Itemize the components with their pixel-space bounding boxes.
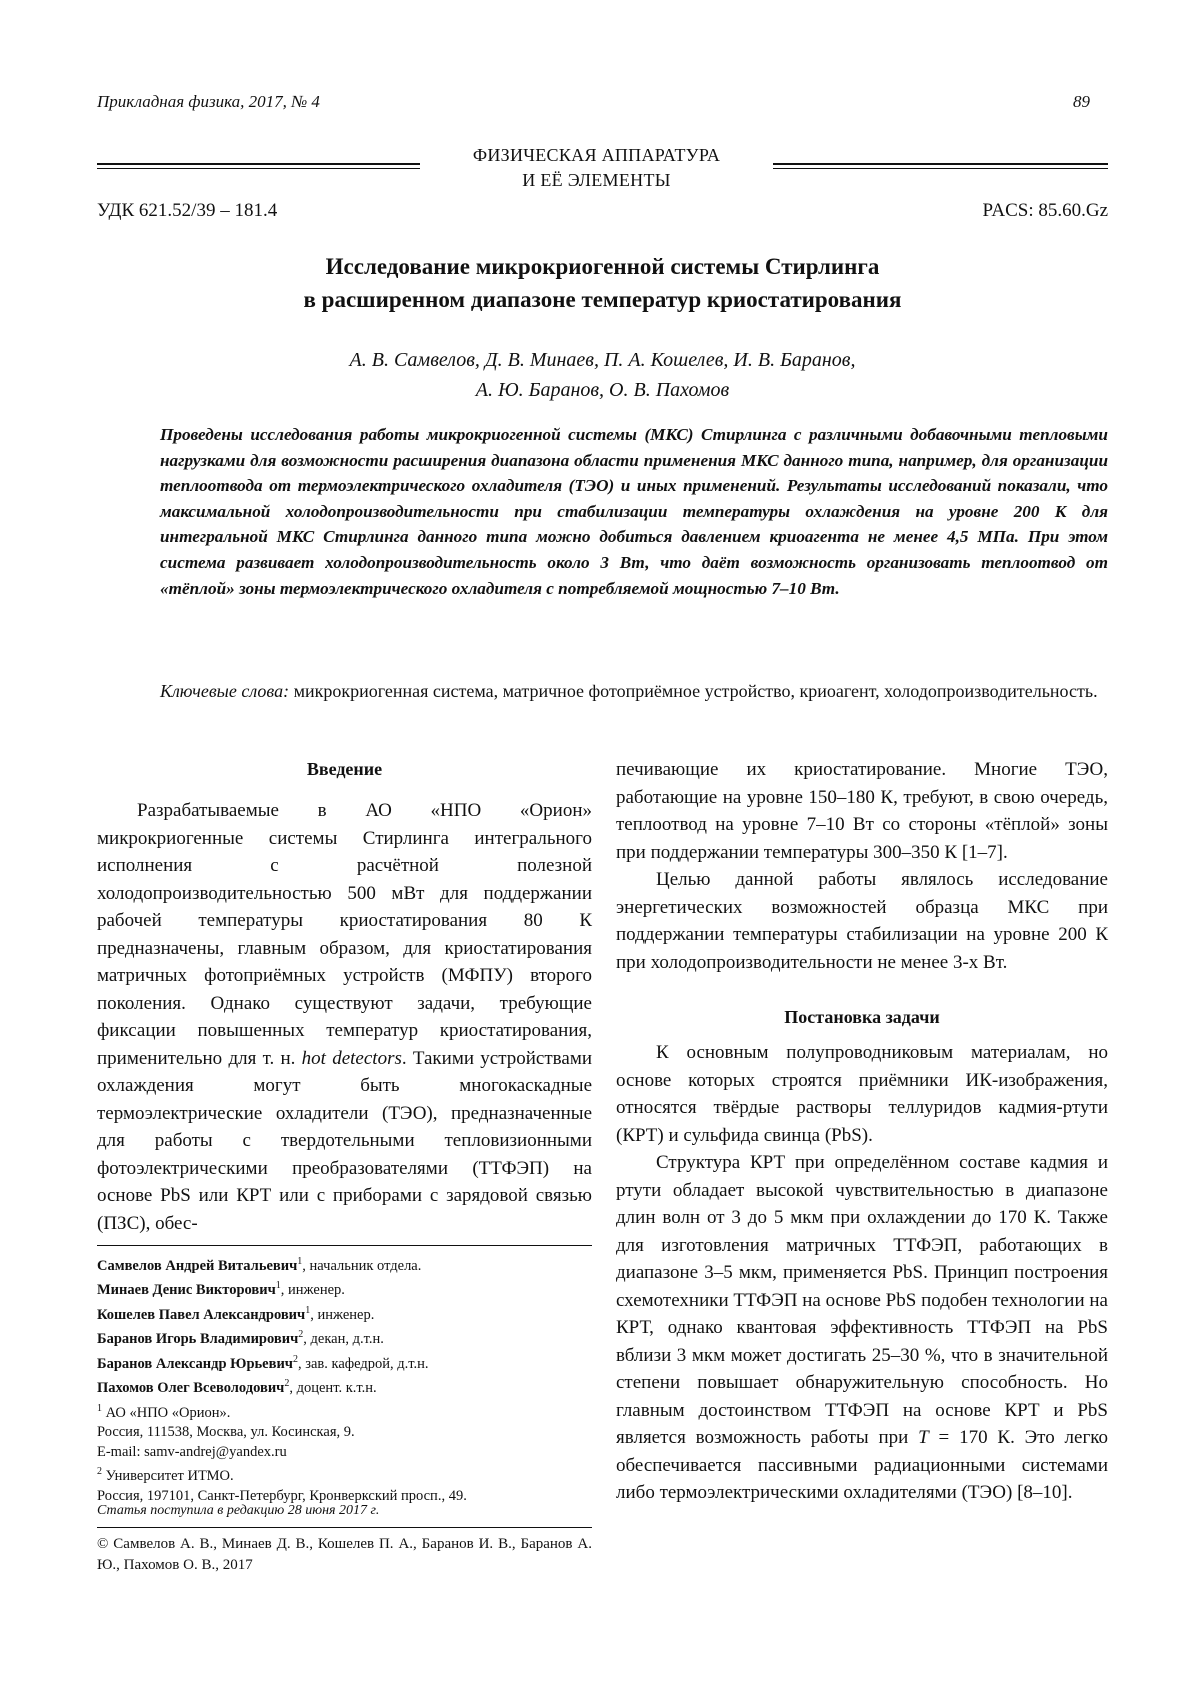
affiliation-2-address: Россия, 197101, Санкт-Петербург, Кронверкский просп., 49. [97, 1487, 467, 1504]
author-1-sup: 1 [297, 1256, 303, 1267]
section-heading-line2: И ЕЁ ЭЛЕМЕНТЫ [522, 170, 671, 190]
udk-code: УДК 621.52/39 – 181.4 [97, 200, 278, 221]
author-6-name: Пахомов Олег Всеволодович [97, 1379, 285, 1396]
author-5-name: Баранов Александр Юрьевич [97, 1355, 293, 1372]
author-2-sup: 1 [275, 1280, 281, 1292]
contact-email: E-mail: samv-andrej@yandex.ru [97, 1443, 287, 1460]
intro-heading: Введение [306, 759, 383, 779]
author-6-sup: 2 [284, 1378, 290, 1390]
affiliation-1-address: Россия, 111538, Москва, ул. Косинская, 9. [97, 1423, 355, 1440]
intro-paragraph-1-continued: печивающие их криостатирование. Многие ТЭО, работающие на уровне 150–180 К, требуют, в свою очередь, теплоотвод на уровне 7–10 Вт со стороны «тёплой» зоны при поддержании температуры 300–350 К [1–7]. [616, 759, 1108, 863]
author-6 [97, 1374, 592, 1398]
author-4-role: , декан, д.т.н. [303, 1331, 384, 1348]
article-title [97, 250, 1108, 316]
task-p2-cont: = 170 К. Это легко обеспечивается пассивными радиационными системами либо термоэлектрическими охладителями (ТЭО) [8–10]. [616, 1427, 1109, 1503]
affiliation-2-sup: 2 [97, 1466, 102, 1478]
section-rule-left [97, 163, 420, 169]
section-heading [420, 143, 773, 193]
intro-p1-text: Разрабатываемые в АО «НПО «Орион» микрокриогенные системы Стирлинга интегрального исполнения с расчётной полезной холодопроизводительностью 500 мВт для поддержании рабочей температуры криостатирования 80 К предназначены, главным образом, для криостатирования матричных фотоприёмных устройств (МФПУ) второго поколения. Однако существуют задачи, требующие фиксации повышенных температур криостатирования, применительно для т. н. [97, 800, 592, 1069]
authors-line1: А. В. Самвелов, Д. В. Минаев, П. А. Кошелев, И. В. Баранов, [349, 349, 856, 371]
abstract: Проведены исследования работы микрокриогенной системы (МКС) Стирлинга с различными добавочными тепловыми нагрузками для возможности расширения диапазона области применения МКС данного типа, например, для организации теплоотвода от термоэлектрического охладителя (ТЭО) и иных применений. Результаты исследований показали, что максимальной холодопроизводительности при стабилизации температуры охлаждения на уровне 200 К для интегральной МКС Стирлинга данного типа можно добиться давлением криоагента не менее 4,5 МПа. При этом система развивает холодопроизводительность около 3 Вт, что даёт возможность организовать теплоотвод от «тёплой» зоны термоэлектрического охладителя с потребляемой мощностью 7–10 Вт. [160, 425, 1108, 598]
affiliation-1-name: АО «НПО «Орион». [102, 1404, 231, 1421]
task-paragraph-2 [616, 1149, 1108, 1507]
left-column [97, 756, 592, 1237]
article-authors [97, 345, 1108, 405]
author-2-name: Минаев Денис Викторович [97, 1282, 276, 1299]
author-footnote [97, 1252, 592, 1506]
copyright: © Самвелов А. В., Минаев Д. В., Кошелев П. А., Баранов И. В., Баранов А. Ю., Пахомов О. В., 2017 [97, 1536, 592, 1573]
section-rule-right [773, 163, 1108, 169]
keywords-label: Ключевые слова: [160, 681, 290, 701]
task-heading: Постановка задачи [784, 1007, 940, 1027]
intro-paragraph-1 [97, 797, 592, 1237]
author-3-role: , инженер. [310, 1306, 375, 1323]
task-paragraph-1: К основным полупроводниковым материалам, но основе которых строятся приёмники ИК-изображения, относятся твёрдые растворы теллуридов кадмия-ртути (КРТ) и сульфида свинца (PbS). [616, 1042, 1108, 1146]
task-p2-var-T: T [918, 1427, 929, 1448]
intro-paragraph-2: Целью данной работы являлось исследование энергетических возможностей образца МКС при поддержании температуры стабилизации на уровне 200 К при холодопроизводительности не менее 3-х Вт. [616, 869, 1108, 973]
keywords [160, 678, 1108, 705]
section-heading-line1: ФИЗИЧЕСКАЯ АППАРАТУРА [472, 145, 721, 165]
author-3-name: Кошелев Павел Александрович [97, 1306, 306, 1323]
journal-title: Прикладная физика, 2017, № 4 [97, 92, 320, 111]
intro-p1-italic: hot detectors [301, 1047, 402, 1069]
author-1-name: Самвелов Андрей Витальевич [97, 1257, 298, 1274]
author-5-role: , зав. кафедрой, д.т.н. [297, 1355, 429, 1372]
affiliation-1-sup: 1 [97, 1402, 102, 1414]
title-line1: Исследование микрокриогенной системы Стирлинга [325, 254, 880, 279]
title-line2: в расширенном диапазоне температур криостатирования [303, 287, 902, 312]
pacs-code: PACS: 85.60.Gz [982, 200, 1108, 221]
author-2 [97, 1276, 592, 1300]
author-5 [97, 1350, 592, 1374]
received-date: Статья поступила в редакцию 28 июня 2017 г. [97, 1503, 380, 1518]
task-p2-text: Структура КРТ при определённом составе кадмия и ртути обладает высокой чувствительностью в диапазоне длин волн от 3 до 5 мкм при охлаждении до 170 К. Также для изготовления матричных ТТФЭП, работающих в диапазоне 3–5 мкм, применяется PbS. Принцип построения схемотехники ТТФЭП на основе PbS подобен технологии на КРТ, однако квантовая эффективность ТТФЭП на PbS вблизи 3 мкм может достигать 25–30 %, что в значительной степени повышает обнаружительную способность. Но главным достоинством ТТФЭП на основе КРТ и PbS является возможность работы при [616, 1152, 1108, 1448]
author-5-sup: 2 [292, 1353, 298, 1365]
keywords-text: микрокриогенная система, матричное фотоприёмное устройство, криоагент, холодопроизводительность. [293, 681, 1098, 701]
author-4-sup: 2 [298, 1329, 304, 1341]
author-1 [97, 1252, 592, 1276]
author-2-role: , инженер. [280, 1282, 345, 1299]
page-number: 89 [1073, 92, 1090, 111]
author-4 [97, 1325, 592, 1349]
authors-line2: А. Ю. Баранов, О. В. Пахомов [475, 379, 730, 401]
affiliation-1 [97, 1399, 592, 1423]
copyright-divider [97, 1527, 592, 1528]
author-1-role: , начальник отдела. [302, 1257, 422, 1274]
author-4-name: Баранов Игорь Владимирович [97, 1331, 299, 1348]
affiliation-2-name: Университет ИТМО. [102, 1467, 234, 1484]
author-3-sup: 1 [305, 1304, 311, 1316]
right-column [616, 756, 1108, 1507]
intro-p1-cont: . Такими устройствами охлаждения могут быть многокаскадные термоэлектрические охладители (ТЭО), предназначенные для работы с твердотельными тепловизионными фотоэлектрическими преобразователями (ТТФЭП) на основе PbS или КРТ или с приборами с зарядовой связью (ПЗС), обес- [97, 1047, 593, 1234]
footnote-divider [97, 1245, 592, 1246]
author-6-role: , доцент. к.т.н. [289, 1379, 377, 1396]
author-3 [97, 1301, 592, 1325]
affiliation-2 [97, 1462, 592, 1486]
